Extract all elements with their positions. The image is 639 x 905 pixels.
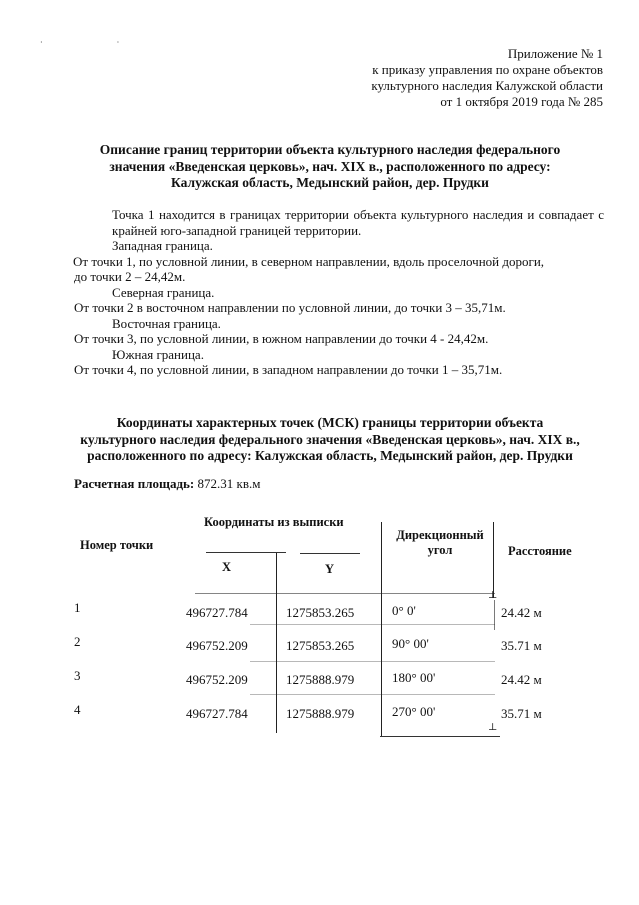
scan-specks: · · — [40, 38, 156, 47]
row-rule-3 — [250, 694, 495, 695]
appendix-line-1: Приложение № 1 — [507, 46, 603, 61]
row-2-angle: 90° 00' — [392, 636, 429, 651]
row-4-point: 4 — [74, 702, 81, 717]
row-3-x: 496752.209 — [186, 672, 248, 687]
west-boundary-line-1: От точки 1, по условной линии, в северном направлении, вдоль проселочной дороги, — [73, 253, 545, 269]
north-boundary-text: От точки 2 в восточном направлении по условной линии, до точки 3 – 35,71м. — [74, 300, 506, 315]
north-boundary-heading: Северная граница. — [112, 284, 215, 300]
tick-mark-right: ⊥ — [488, 590, 498, 601]
area-value: 872.31 кв.м — [197, 476, 261, 491]
row-1-angle: 0° 0' — [392, 603, 416, 618]
row-2-y: 1275853.265 — [286, 638, 355, 653]
column-divider-angle-distance — [493, 522, 494, 598]
row-3-angle: 180° 00' — [392, 670, 436, 685]
row-4-angle: 270° 00' — [392, 704, 436, 719]
row-2-x: 496752.209 — [186, 638, 248, 653]
east-boundary-heading: Восточная граница. — [112, 315, 221, 331]
column-divider-y-angle — [381, 522, 382, 736]
appendix-line-4: от 1 октября 2019 года № 285 — [440, 94, 603, 109]
row-1-point: 1 — [74, 600, 81, 615]
row-1-distance: 24.42 м — [501, 605, 542, 620]
title1-line-3: Калужская область, Медынский район, дер. Прудки — [171, 175, 489, 190]
column-divider-lower — [494, 600, 495, 630]
header-distance: Расстояние — [508, 544, 572, 558]
header-rule-bottom — [195, 593, 495, 594]
row-1-y: 1275853.265 — [286, 605, 355, 620]
header-rule-top — [206, 552, 286, 553]
title2-line-3: расположенного по адресу: Калужская область, Медынский район, дер. Прудки — [87, 448, 573, 463]
description-intro: Точка 1 находится в границах территории объекта культурного наследия и совпадает с крайней юго-западной границей территории. — [112, 207, 604, 238]
tick-mark-bottom: ⊥ — [488, 722, 498, 733]
header-angle-line-1: Дирекционный — [396, 528, 484, 542]
row-1-x: 496727.784 — [186, 605, 248, 620]
south-boundary-heading: Южная граница. — [112, 346, 204, 362]
appendix-line-2: к приказу управления по охране объектов — [372, 62, 603, 77]
row-3-y: 1275888.979 — [286, 672, 355, 687]
row-4-x: 496727.784 — [186, 706, 248, 721]
south-boundary-text: От точки 4, по условной линии, в западном направлении до точки 1 – 35,71м. — [74, 362, 503, 377]
row-rule-4 — [380, 736, 500, 737]
header-coordinates: Координаты из выписки — [204, 515, 344, 529]
title1-line-2: значения «Введенская церковь», нач. XIX в., расположенного по адресу: — [109, 158, 551, 174]
row-4-distance: 35.71 м — [501, 706, 542, 721]
row-2-distance: 35.71 м — [501, 638, 542, 653]
row-rule-2 — [250, 661, 495, 662]
east-boundary-text: От точки 3, по условной линии, в южном направлении до точки 4 - 24,42м. — [74, 331, 489, 346]
header-x: X — [222, 560, 232, 574]
header-angle-line-2: угол — [427, 543, 453, 557]
row-rule-1 — [250, 624, 495, 625]
row-4-y: 1275888.979 — [286, 706, 355, 721]
west-boundary-line-2: до точки 2 – 24,42м. — [74, 269, 186, 284]
header-direction-angle — [388, 528, 492, 558]
row-3-distance: 24.42 м — [501, 672, 542, 687]
appendix-line-3: культурного наследия Калужской области — [371, 78, 603, 93]
header-point-number: Номер точки — [80, 538, 154, 552]
row-3-point: 3 — [74, 668, 81, 683]
title1-line-1: Описание границ территории объекта культурного наследия федерального — [99, 142, 561, 157]
column-divider-xy — [276, 553, 277, 733]
area-label: Расчетная площадь: — [74, 476, 195, 491]
title2-line-2: культурного наследия федерального значения «Введенская церковь», нач. XIX в., — [80, 431, 580, 447]
west-boundary-heading: Западная граница. — [112, 238, 213, 253]
row-2-point: 2 — [74, 634, 81, 649]
header-rule-y — [300, 553, 360, 554]
title2-line-1: Координаты характерных точек (МСК) границы территории объекта — [116, 415, 544, 430]
header-y: Y — [325, 562, 335, 576]
